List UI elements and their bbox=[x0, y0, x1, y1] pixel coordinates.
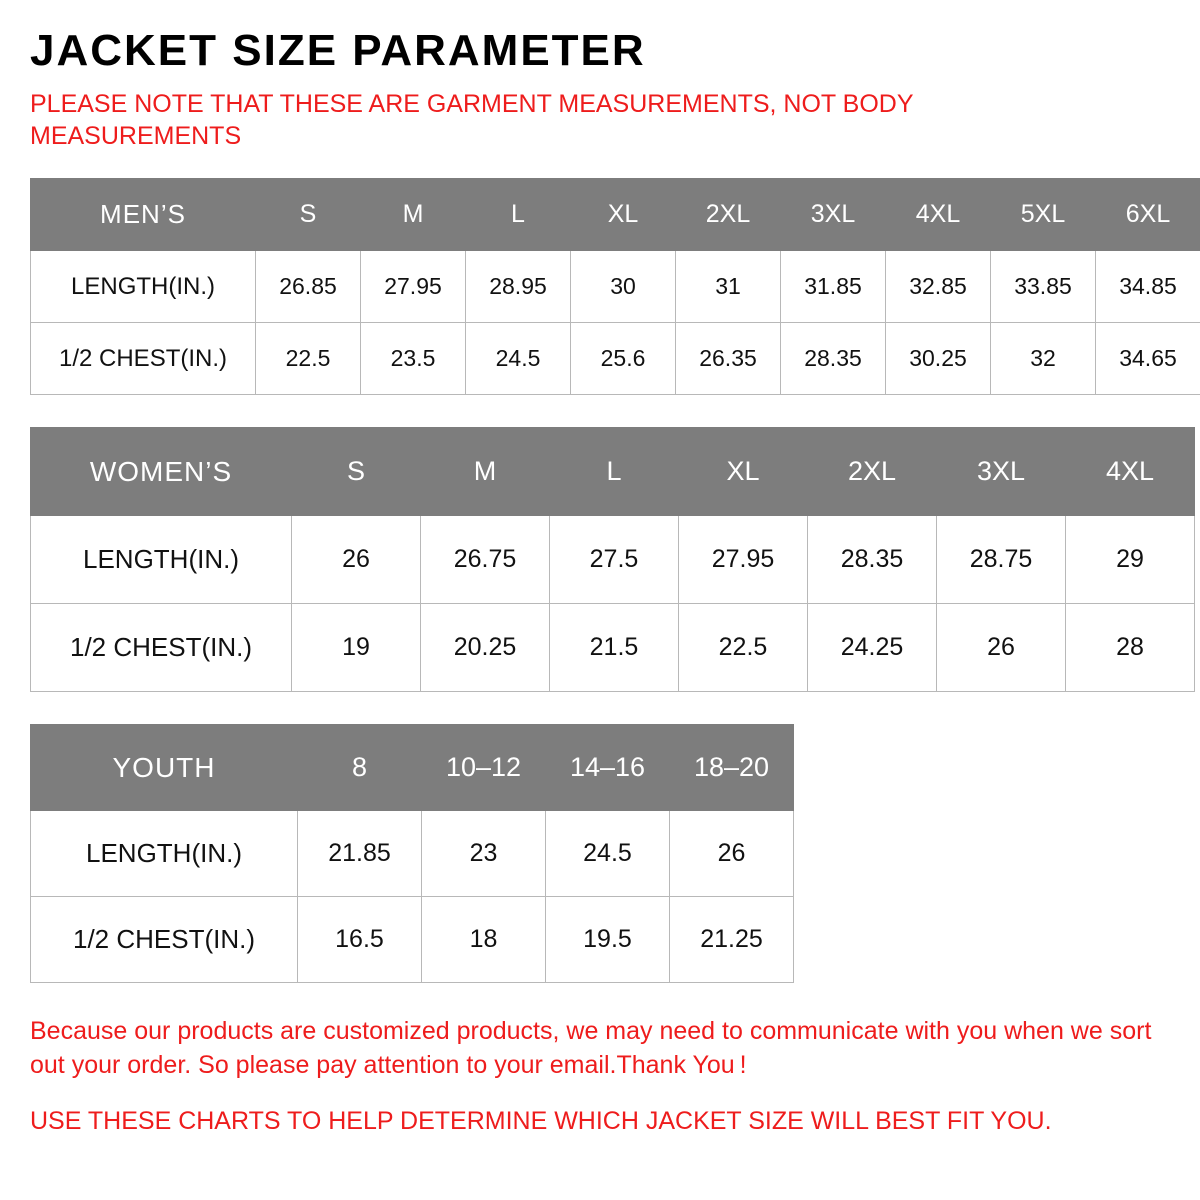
footer-paragraph-usage: USE THESE CHARTS TO HELP DETERMINE WHICH JACKET SIZE WILL BEST FIT YOU. bbox=[30, 1106, 1052, 1135]
table-cell: 21.25 bbox=[670, 897, 794, 983]
footer-paragraph-customization: Because our products are customized products, we may need to communicate with you when we sort out your order. So please pay attention to your email.Thank You ! bbox=[30, 1017, 1152, 1079]
table-row bbox=[31, 604, 1195, 692]
table-header-row bbox=[31, 179, 1200, 251]
table-cell: 26 bbox=[292, 516, 421, 604]
column-header-category: YOUTH bbox=[31, 725, 298, 811]
column-header-size: 4XL bbox=[886, 179, 991, 251]
table-cell: 26 bbox=[670, 811, 794, 897]
row-label: 1/2 CHEST(IN.) bbox=[31, 897, 298, 983]
row-label: 1/2 CHEST(IN.) bbox=[31, 323, 256, 395]
table-row bbox=[31, 251, 1200, 323]
table-row bbox=[31, 516, 1195, 604]
mens-size-table bbox=[30, 178, 1200, 395]
column-header-size: XL bbox=[679, 428, 808, 516]
column-header-size: S bbox=[292, 428, 421, 516]
table-cell: 25.6 bbox=[571, 323, 676, 395]
column-header-size: 3XL bbox=[781, 179, 886, 251]
column-header-size: 10–12 bbox=[422, 725, 546, 811]
table-cell: 24.5 bbox=[546, 811, 670, 897]
column-header-size: 4XL bbox=[1066, 428, 1195, 516]
table-cell: 34.85 bbox=[1096, 251, 1200, 323]
column-header-size: 14–16 bbox=[546, 725, 670, 811]
page-title: JACKET SIZE PARAMETER bbox=[30, 26, 646, 75]
column-header-size: M bbox=[421, 428, 550, 516]
table-cell: 23 bbox=[422, 811, 546, 897]
row-label: LENGTH(IN.) bbox=[31, 811, 298, 897]
table-cell: 30.25 bbox=[886, 323, 991, 395]
table-cell: 33.85 bbox=[991, 251, 1096, 323]
column-header-category: MEN’S bbox=[31, 179, 256, 251]
table-cell: 27.95 bbox=[679, 516, 808, 604]
table-cell: 27.5 bbox=[550, 516, 679, 604]
column-header-size: 18–20 bbox=[670, 725, 794, 811]
column-header-size: 6XL bbox=[1096, 179, 1200, 251]
table-cell: 28.35 bbox=[781, 323, 886, 395]
table-row bbox=[31, 323, 1200, 395]
column-header-size: M bbox=[361, 179, 466, 251]
table-cell: 26.85 bbox=[256, 251, 361, 323]
table-cell: 24.5 bbox=[466, 323, 571, 395]
column-header-size: 8 bbox=[298, 725, 422, 811]
column-header-category: WOMEN’S bbox=[31, 428, 292, 516]
table-cell: 22.5 bbox=[256, 323, 361, 395]
table-cell: 24.25 bbox=[808, 604, 937, 692]
table-cell: 27.95 bbox=[361, 251, 466, 323]
table-cell: 26.35 bbox=[676, 323, 781, 395]
table-cell: 26 bbox=[937, 604, 1066, 692]
table-cell: 31.85 bbox=[781, 251, 886, 323]
table-cell: 19.5 bbox=[546, 897, 670, 983]
column-header-size: S bbox=[256, 179, 361, 251]
table-header-row bbox=[31, 725, 794, 811]
table-cell: 32 bbox=[991, 323, 1096, 395]
row-label: LENGTH(IN.) bbox=[31, 251, 256, 323]
row-label: 1/2 CHEST(IN.) bbox=[31, 604, 292, 692]
column-header-size: 2XL bbox=[808, 428, 937, 516]
column-header-size: L bbox=[550, 428, 679, 516]
table-cell: 34.65 bbox=[1096, 323, 1200, 395]
table-cell: 28.75 bbox=[937, 516, 1066, 604]
youth-size-table bbox=[30, 724, 794, 983]
table-row bbox=[31, 897, 794, 983]
column-header-size: L bbox=[466, 179, 571, 251]
row-label: LENGTH(IN.) bbox=[31, 516, 292, 604]
footer-notes bbox=[30, 1015, 1160, 1138]
table-header-row bbox=[31, 428, 1195, 516]
measurement-note: PLEASE NOTE THAT THESE ARE GARMENT MEASUREMENTS, NOT BODY MEASUREMENTS bbox=[30, 90, 914, 151]
table-cell: 29 bbox=[1066, 516, 1195, 604]
table-cell: 30 bbox=[571, 251, 676, 323]
table-cell: 26.75 bbox=[421, 516, 550, 604]
womens-size-table bbox=[30, 427, 1195, 692]
table-cell: 28.35 bbox=[808, 516, 937, 604]
table-row bbox=[31, 811, 794, 897]
table-cell: 20.25 bbox=[421, 604, 550, 692]
table-cell: 28.95 bbox=[466, 251, 571, 323]
table-cell: 21.5 bbox=[550, 604, 679, 692]
column-header-size: 3XL bbox=[937, 428, 1066, 516]
table-cell: 21.85 bbox=[298, 811, 422, 897]
table-cell: 32.85 bbox=[886, 251, 991, 323]
table-cell: 28 bbox=[1066, 604, 1195, 692]
table-cell: 16.5 bbox=[298, 897, 422, 983]
table-cell: 31 bbox=[676, 251, 781, 323]
column-header-size: 5XL bbox=[991, 179, 1096, 251]
table-cell: 19 bbox=[292, 604, 421, 692]
table-cell: 18 bbox=[422, 897, 546, 983]
table-cell: 23.5 bbox=[361, 323, 466, 395]
table-cell: 22.5 bbox=[679, 604, 808, 692]
column-header-size: XL bbox=[571, 179, 676, 251]
column-header-size: 2XL bbox=[676, 179, 781, 251]
